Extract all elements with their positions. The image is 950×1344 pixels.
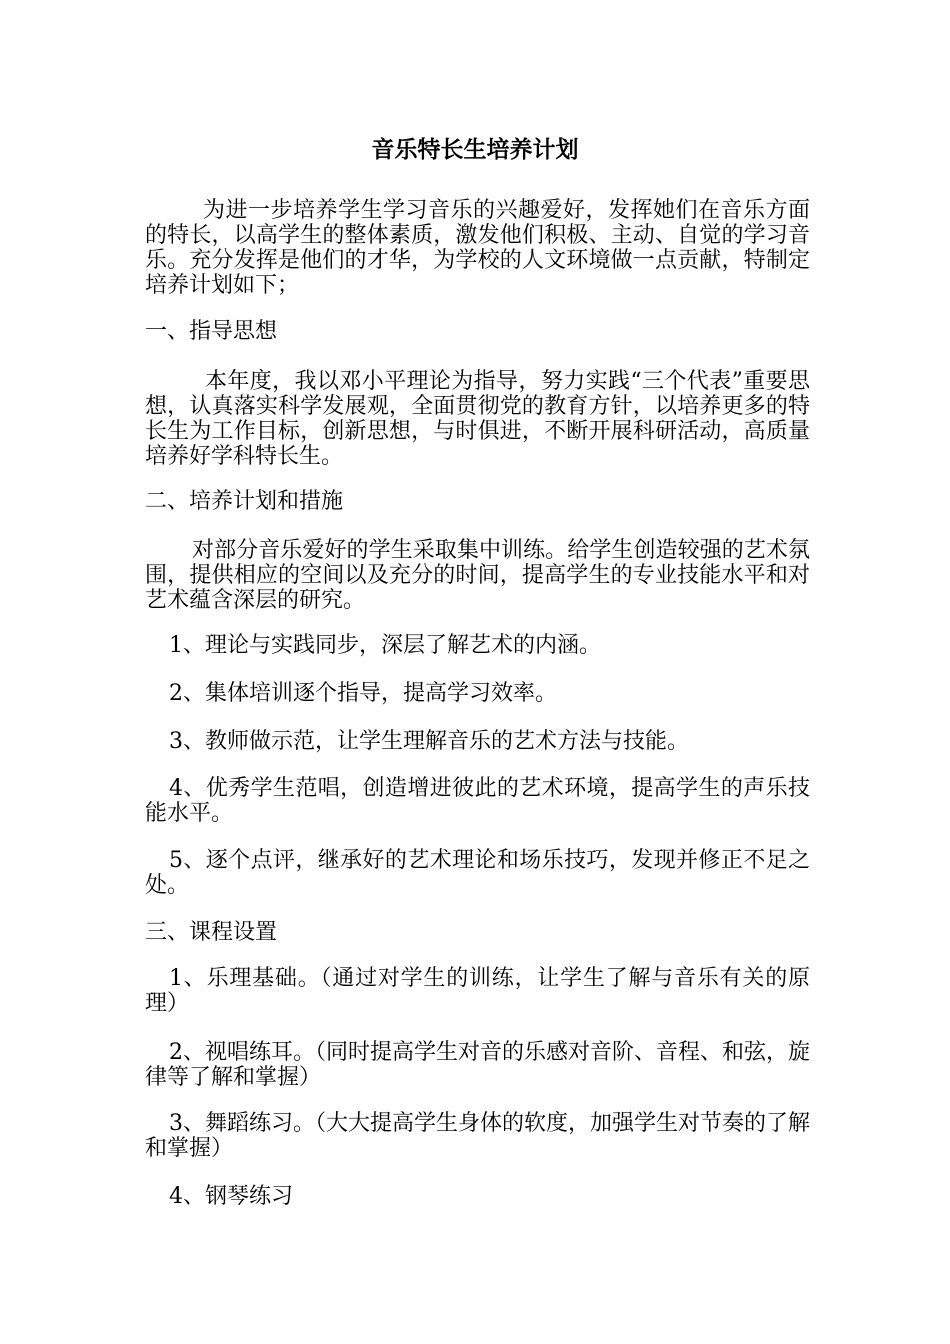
section-heading-guiding-ideology: 一、指导思想 [145, 319, 278, 344]
section-body-training-plan: 对部分音乐爱好的学生采取集中训练。给学生创造较强的艺术氛围，提供相应的空间以及充分的时间，提高学生的专业技能水平和对艺术蕴含深层的研究。 [145, 538, 810, 613]
list-item: 1、乐理基础。（通过对学生的训练，让学生了解与音乐有关的原理） [145, 966, 810, 1016]
intro-paragraph: 为进一步培养学生学习音乐的兴趣爱好，发挥她们在音乐方面的特长，以高学生的整体素质，激发他们积极、主动、自觉的学习音乐。充分发挥是他们的才华，为学校的人文环境做一点贡献，特制定培养计划如下； [145, 198, 810, 298]
list-item: 3、舞蹈练习。（大大提高学生身体的软度，加强学生对节奏的了解和掌握） [145, 1111, 810, 1161]
document-title: 音乐特长生培养计划 [371, 136, 579, 163]
list-item: 2、视唱练耳。（同时提高学生对音的乐感对音阶、音程、和弦，旋律等了解和掌握） [145, 1040, 810, 1090]
list-item: 2、集体培训逐个指导，提高学习效率。 [169, 681, 557, 706]
section-body-guiding-ideology: 本年度，我以邓小平理论为指导，努力实践“三个代表”重要思想，认真落实科学发展观，全面贯彻党的教育方针，以培养更多的特长生为工作目标，创新思想，与时俱进，不断开展科研活动，高质量培养好学科特长生。 [145, 369, 810, 469]
list-item: 5、逐个点评，继承好的艺术理论和场乐技巧，发现并修正不足之处。 [145, 848, 810, 898]
list-item: 4、优秀学生范唱，创造增进彼此的艺术环境，提高学生的声乐技能水平。 [145, 776, 810, 826]
section-heading-training-plan: 二、培养计划和措施 [145, 489, 344, 514]
list-item: 3、教师做示范，让学生理解音乐的艺术方法与技能。 [169, 729, 689, 754]
section-heading-curriculum: 三、课程设置 [145, 920, 278, 945]
list-item: 4、钢琴练习 [169, 1184, 293, 1209]
list-item: 1、理论与实践同步，深层了解艺术的内涵。 [169, 633, 601, 658]
